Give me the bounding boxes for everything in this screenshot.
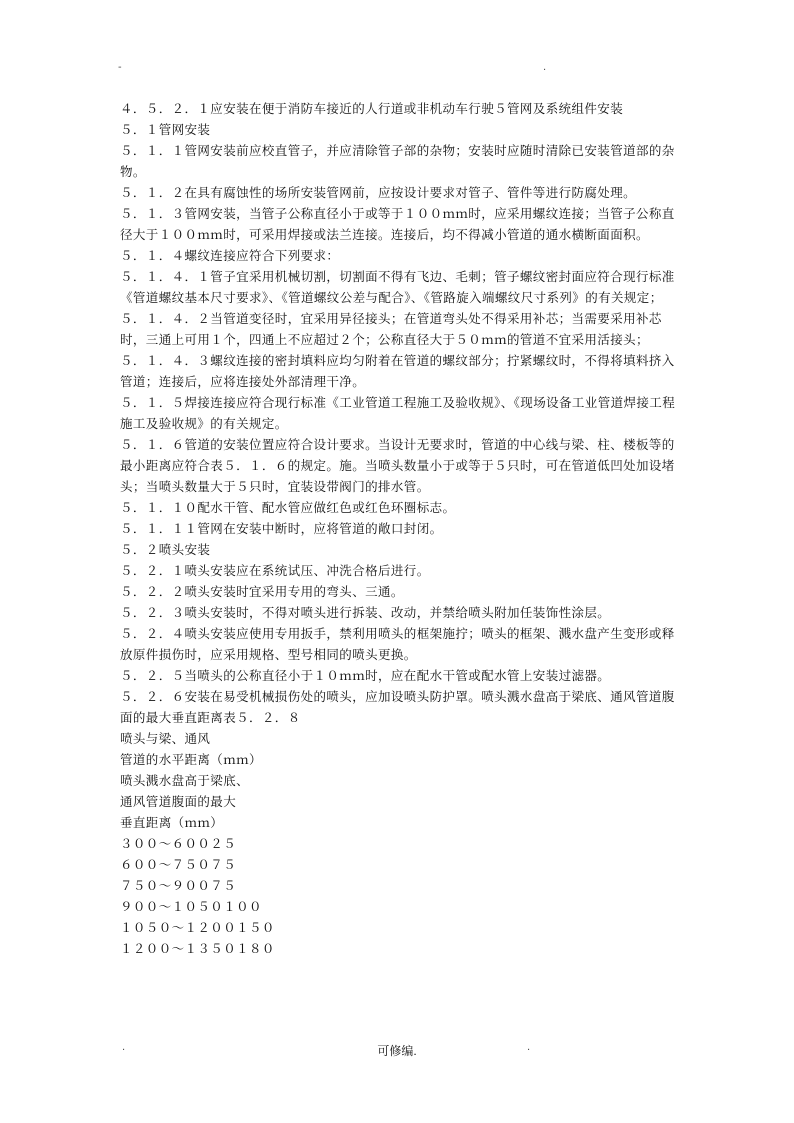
text-line: ５．１．４．３螺纹连接的密封填料应均匀附着在管道的螺纹部分；拧紧螺纹时，不得将填料挤入管道；连接后，应将连接处外部清理干净。 <box>120 353 675 389</box>
table-row: ９００～１０５０１００ <box>120 899 262 914</box>
text-line: ５．１．４．１管子宜采用机械切割，切割面不得有飞边、毛刺；管子螺纹密封面应符合现行标准《管道螺纹基本尺寸要求》、《管道螺纹公差与配合》、《管路旋入端螺纹尺寸系列》的有关规定； <box>120 269 675 305</box>
table-row: ３００～６００２５ <box>120 836 237 851</box>
header-left-mark: - <box>118 62 122 73</box>
text-line: ５．１．４．２当管道变径时，宜采用异径接头；在管道弯头处不得采用补芯；当需要采用补芯时，三通上可用１个，四通上不应超过２个；公称直径大于５０ｍｍ的管道不宜采用活接头； <box>120 311 662 347</box>
text-line: ５．２．１喷头安装应在系统试压、冲洗合格后进行。 <box>120 563 430 578</box>
text-line: ５．１．６管道的安装位置应符合设计要求。当设计无要求时，管道的中心线与梁、柱、楼板等的最小距离应符合表５．１．６的规定。施。当喷头数量小于或等于５只时，可在管道低凹处加设堵头；当喷头数量大于５只时，宜装设带阀门的排水管。 <box>120 437 675 494</box>
table-header-line: 管道的水平距离（ｍｍ） <box>120 752 262 767</box>
table-header-line: 喷头溅水盘高于梁底、 <box>120 773 250 788</box>
text-line: ５．２．６安装在易受机械损伤处的喷头，应加设喷头防护罩。喷头溅水盘高于梁底、通风管道腹面的最大垂直距离表５．２．８ <box>120 689 675 725</box>
footer-text: 可修编. <box>377 1044 417 1058</box>
table-row: １２００～１３５０１８０ <box>120 941 275 956</box>
footer-left-mark: . <box>122 1042 126 1053</box>
table-row: １０５０～１２００１５０ <box>120 920 275 935</box>
section-heading: ５．２喷头安装 <box>120 542 211 557</box>
section-heading: ５．１管网安装 <box>120 122 211 137</box>
text-line: ５．１．１１管网在安装中断时，应将管道的敞口封闭。 <box>120 521 443 536</box>
text-line: ５．２．２喷头安装时宜采用专用的弯头、三通。 <box>120 584 404 599</box>
text-line: ５．２．４喷头安装应使用专用扳手，禁利用喷头的框架施拧；喷头的框架、溅水盘产生变形或释放原件损伤时，应采用规格、型号相同的喷头更换。 <box>120 626 675 662</box>
text-line: ４．５．２．１应安装在便于消防车接近的人行道或非机动车行驶５管网及系统组件安装 <box>120 101 624 116</box>
text-line: ５．２．３喷头安装时，不得对喷头进行拆装、改动，并禁给喷头附加任装饰性涂层。 <box>120 605 611 620</box>
table-row: ７５０～９００７５ <box>120 878 237 893</box>
text-line: ５．１．１０配水干管、配水管应做红色或红色环圈标志。 <box>120 500 456 515</box>
page-footer <box>0 1042 794 1062</box>
table-header-line: 垂直距离（ｍｍ） <box>120 815 224 830</box>
text-line: ５．１．３管网安装，当管子公称直径小于或等于１００ｍｍ时，应采用螺纹连接；当管子公称直径大于１００ｍｍ时，可采用焊接或法兰连接。连接后，均不得减小管道的通水横断面面积。 <box>120 206 675 242</box>
table-row: ６００～７５０７５ <box>120 857 237 872</box>
text-line: ５．１．５焊接连接应符合现行标准《工业管道工程施工及验收规》、《现场设备工业管道焊接工程施工及验收规》的有关规定。 <box>120 395 676 431</box>
table-header-line: 通风管道腹面的最大 <box>120 794 237 809</box>
text-line: ５．１．４螺纹连接应符合下列要求： <box>120 248 340 263</box>
footer-right-mark: . <box>527 1042 531 1053</box>
text-line: ５．２．５当喷头的公称直径小于１０ｍｍ时，应在配水干管或配水管上安装过滤器。 <box>120 668 611 683</box>
text-line: ５．１．１管网安装前应校直管子，并应清除管子部的杂物；安装时应随时清除已安装管道部的杂物。 <box>120 143 675 179</box>
text-line: ５．１．２在具有腐蚀性的场所安装管网前，应按设计要求对管子、管件等进行防腐处理。 <box>120 185 637 200</box>
document-body <box>120 98 680 959</box>
header-right-mark: . <box>543 62 547 73</box>
table-header-line: 喷头与梁、通风 <box>120 731 211 746</box>
